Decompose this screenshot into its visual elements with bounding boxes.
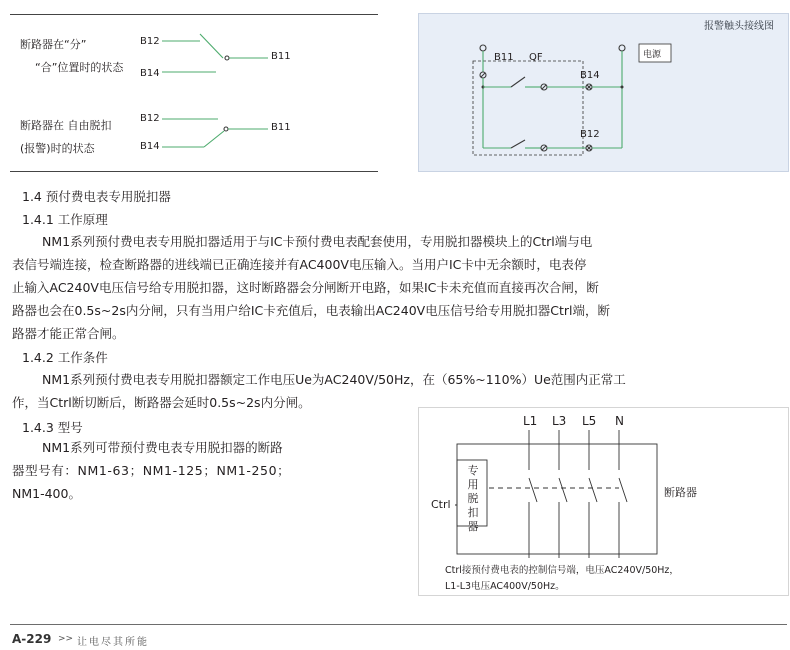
para2-line: NM1系列预付费电表专用脱扣器额定工作电压Ue为AC240V/50Hz，在（65%~110%）Ue范围内正常工: [42, 372, 626, 387]
alarm-panel-title: 报警触头接线图: [704, 21, 774, 32]
subheading-working-principle: 1.4.1 工作原理: [22, 212, 108, 227]
footer-arrows: >>: [58, 634, 74, 644]
subheading-working-conditions: 1.4.2 工作条件: [22, 350, 108, 365]
para3-line: NM1系列可带预付费电表专用脱扣器的断路: [42, 440, 283, 455]
ctrl-label: Ctrl: [431, 498, 451, 511]
state2-switch-diagram: [160, 112, 270, 158]
section-divider: [10, 171, 378, 172]
phase-label-l1: L1: [523, 414, 538, 428]
section-heading: 1.4 预付费电表专用脱扣器: [22, 189, 171, 204]
alarm-b12-label: B12: [580, 129, 600, 140]
state1-b12-label: B12: [140, 36, 160, 47]
alarm-qf-label: QF: [529, 52, 543, 63]
breaker-circuit-panel: [418, 407, 789, 596]
state1-b11-label: B11: [271, 51, 291, 62]
paragraph-working-principle: [12, 230, 632, 345]
state2-b12-label: B12: [140, 113, 160, 124]
alarm-b14-label: B14: [580, 70, 600, 81]
para1-line: NM1系列预付费电表专用脱扣器适用于与IC卡预付费电表配套使用，专用脱扣器模块上的Ctrl端与电: [42, 234, 593, 249]
state1-caption-line2: “合”位置时的状态: [35, 61, 124, 74]
phase-label-l5: L5: [582, 414, 597, 428]
alarm-wiring-panel: [418, 13, 789, 172]
footer-slogan: 让电尽其所能: [77, 637, 149, 648]
alarm-power-label: 电源: [643, 50, 662, 60]
circuit-note-line2: L1-L3电压AC400V/50Hz。: [445, 581, 565, 592]
state2-b14-label: B14: [140, 141, 160, 152]
phase-label-n: N: [615, 414, 624, 428]
trip-module-label: 专用脱扣器: [467, 464, 479, 533]
state1-caption-line1: 断路器在“分”: [20, 38, 87, 51]
para1-line: 路器才能正常合闸。: [12, 326, 125, 341]
state2-caption-line2: (报警)时的状态: [20, 142, 95, 155]
para2-line: 作，当Ctrl断切断后，断路器会延时0.5s~2s内分闸。: [12, 395, 311, 410]
alarm-wiring-diagram: [419, 14, 788, 171]
paragraph-models: [12, 436, 332, 505]
state2-caption-line1: 断路器在 自由脱扣: [20, 119, 112, 132]
alarm-b11-label: B11: [494, 52, 514, 63]
page-number: A-229: [12, 632, 52, 646]
para1-line: 止输入AC240V电压信号给专用脱扣器，这时断路器会分闸断开电路，如果IC卡未充值而直接再次合闸，断: [12, 280, 599, 295]
para1-line: 路器也会在0.5s~2s内分闸，只有当用户给IC卡充值后，电表输出AC240V电压信号给专用脱扣器Ctrl端，断: [12, 303, 610, 318]
breaker-label: 断路器: [664, 486, 697, 499]
footer-divider: [10, 624, 787, 625]
para1-line: 表信号端连接，检查断路器的进线端已正确连接并有AC400V电压输入。当用户IC卡中无余额时，电表停: [12, 257, 587, 272]
top-divider: [10, 14, 378, 15]
circuit-note-line1: Ctrl接预付费电表的控制信号端，电压AC240V/50Hz，: [445, 565, 679, 576]
state2-b11-label: B11: [271, 122, 291, 133]
subheading-models: 1.4.3 型号: [22, 420, 83, 435]
state1-b14-label: B14: [140, 68, 160, 79]
para3-line: NM1-400。: [12, 486, 81, 501]
state1-switch-diagram: [160, 28, 270, 78]
phase-label-l3: L3: [552, 414, 567, 428]
para3-line: 器型号有：NM1-63；NM1-125；NM1-250；: [12, 463, 291, 478]
